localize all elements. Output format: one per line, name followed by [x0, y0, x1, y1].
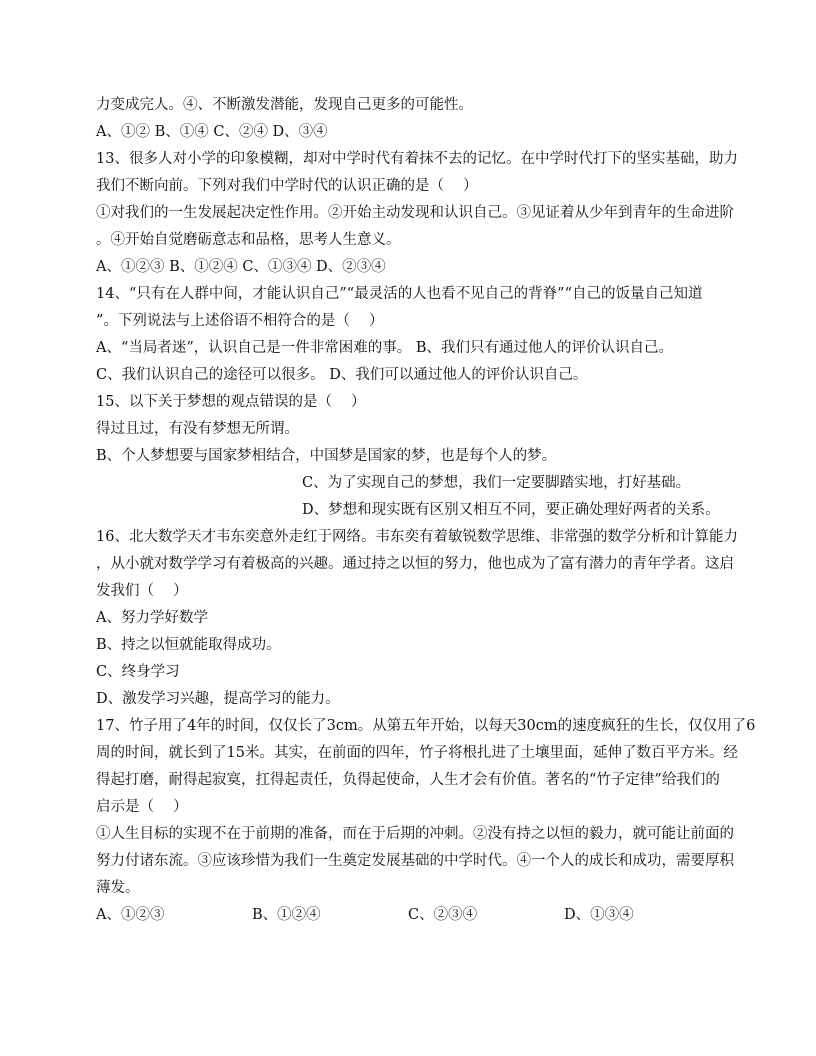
text-line: 力变成完人。④、不断激发潜能，发现自己更多的可能性。	[96, 97, 473, 113]
option-line: A、努力学好数学	[96, 610, 208, 626]
text-line: ，从小就对数学学习有着极高的兴趣。通过持之以恒的努力，他也成为了富有潜力的青年学者。这启	[96, 556, 734, 572]
question-14-line: 14、“只有在人群中间，才能认识自己”“最灵活的人也看不见自己的背脊”“自己的饭量自己知道	[96, 286, 703, 302]
question-16-line: 16、北大数学天才韦东奕意外走红于网络。韦东奕有着敏锐数学思维、非常强的数学分析和计算能力	[96, 529, 738, 545]
text-line: 努力付诸东流。③应该珍惜为我们一生奠定发展基础的中学时代。④一个人的成长和成功，需要厚积	[96, 853, 734, 869]
text-line: 。④开始自觉磨砺意志和品格，思考人生意义。	[96, 232, 401, 248]
text-line: 得起打磨，耐得起寂寞，扛得起责任，负得起使命，人生才会有价值。著名的“竹子定律”给我们的	[96, 772, 720, 788]
text-line: 启示是（ ）	[96, 799, 188, 815]
option-line: B、持之以恒就能取得成功。	[96, 637, 281, 653]
option-c: C、②③④	[408, 907, 478, 923]
options-line: C、我们认识自己的途径可以很多。 D、我们可以通过他人的评价认识自己。	[96, 367, 588, 383]
option-b: B、①②④	[252, 907, 321, 923]
options-line: A、“当局者迷”，认识自己是一件非常困难的事。 B、我们只有通过他人的评价认识自己。	[96, 340, 674, 356]
option-line: C、终身学习	[96, 664, 180, 680]
option-line: D、梦想和现实既有区别又相互不同，要正确处理好两者的关系。	[302, 502, 720, 518]
text-line: 薄发。	[96, 880, 140, 896]
document-body	[96, 92, 756, 929]
option-line: C、为了实现自己的梦想，我们一定要脚踏实地，打好基础。	[302, 475, 691, 491]
text-line: 周的时间，就长到了15米。其实，在前面的四年，竹子将根扎进了土壤里面，延伸了数百平方米。经	[96, 745, 738, 761]
option-d: D、①③④	[564, 907, 634, 923]
text-line: ①对我们的一生发展起决定性作用。②开始主动发现和认识自己。③见证着从少年到青年的生命进阶	[96, 205, 734, 221]
question-17-options	[96, 902, 724, 929]
options-line: A、①② B、①④ C、②④ D、③④	[96, 124, 328, 140]
option-line: 得过且过，有没有梦想无所谓。	[96, 421, 299, 437]
option-line: B、个人梦想要与国家梦相结合，中国梦是国家的梦，也是每个人的梦。	[96, 448, 557, 464]
text-line: ”。下列说法与上述俗语不相符合的是（ ）	[96, 313, 384, 329]
question-17-line: 17、竹子用了4年的时间，仅仅长了3cm。从第五年开始，以每天30cm的速度疯狂的生长，仅仅用了6	[96, 718, 756, 734]
question-15-line: 15、以下关于梦想的观点错误的是（ ）	[96, 394, 366, 410]
option-line: D、激发学习兴趣，提高学习的能力。	[96, 691, 340, 707]
text-line: 我们不断向前。下列对我们中学时代的认识正确的是（ ）	[96, 178, 478, 194]
text-line: 发我们（ ）	[96, 583, 188, 599]
text-line: ①人生目标的实现不在于前期的准备，而在于后期的冲刺。②没有持之以恒的毅力，就可能让前面的	[96, 826, 734, 842]
question-13-line: 13、很多人对小学的印象模糊，却对中学时代有着抹不去的记忆。在中学时代打下的坚实基础，助力	[96, 151, 738, 167]
option-a: A、①②③	[96, 907, 165, 923]
options-line: A、①②③ B、①②④ C、①③④ D、②③④	[96, 259, 386, 275]
